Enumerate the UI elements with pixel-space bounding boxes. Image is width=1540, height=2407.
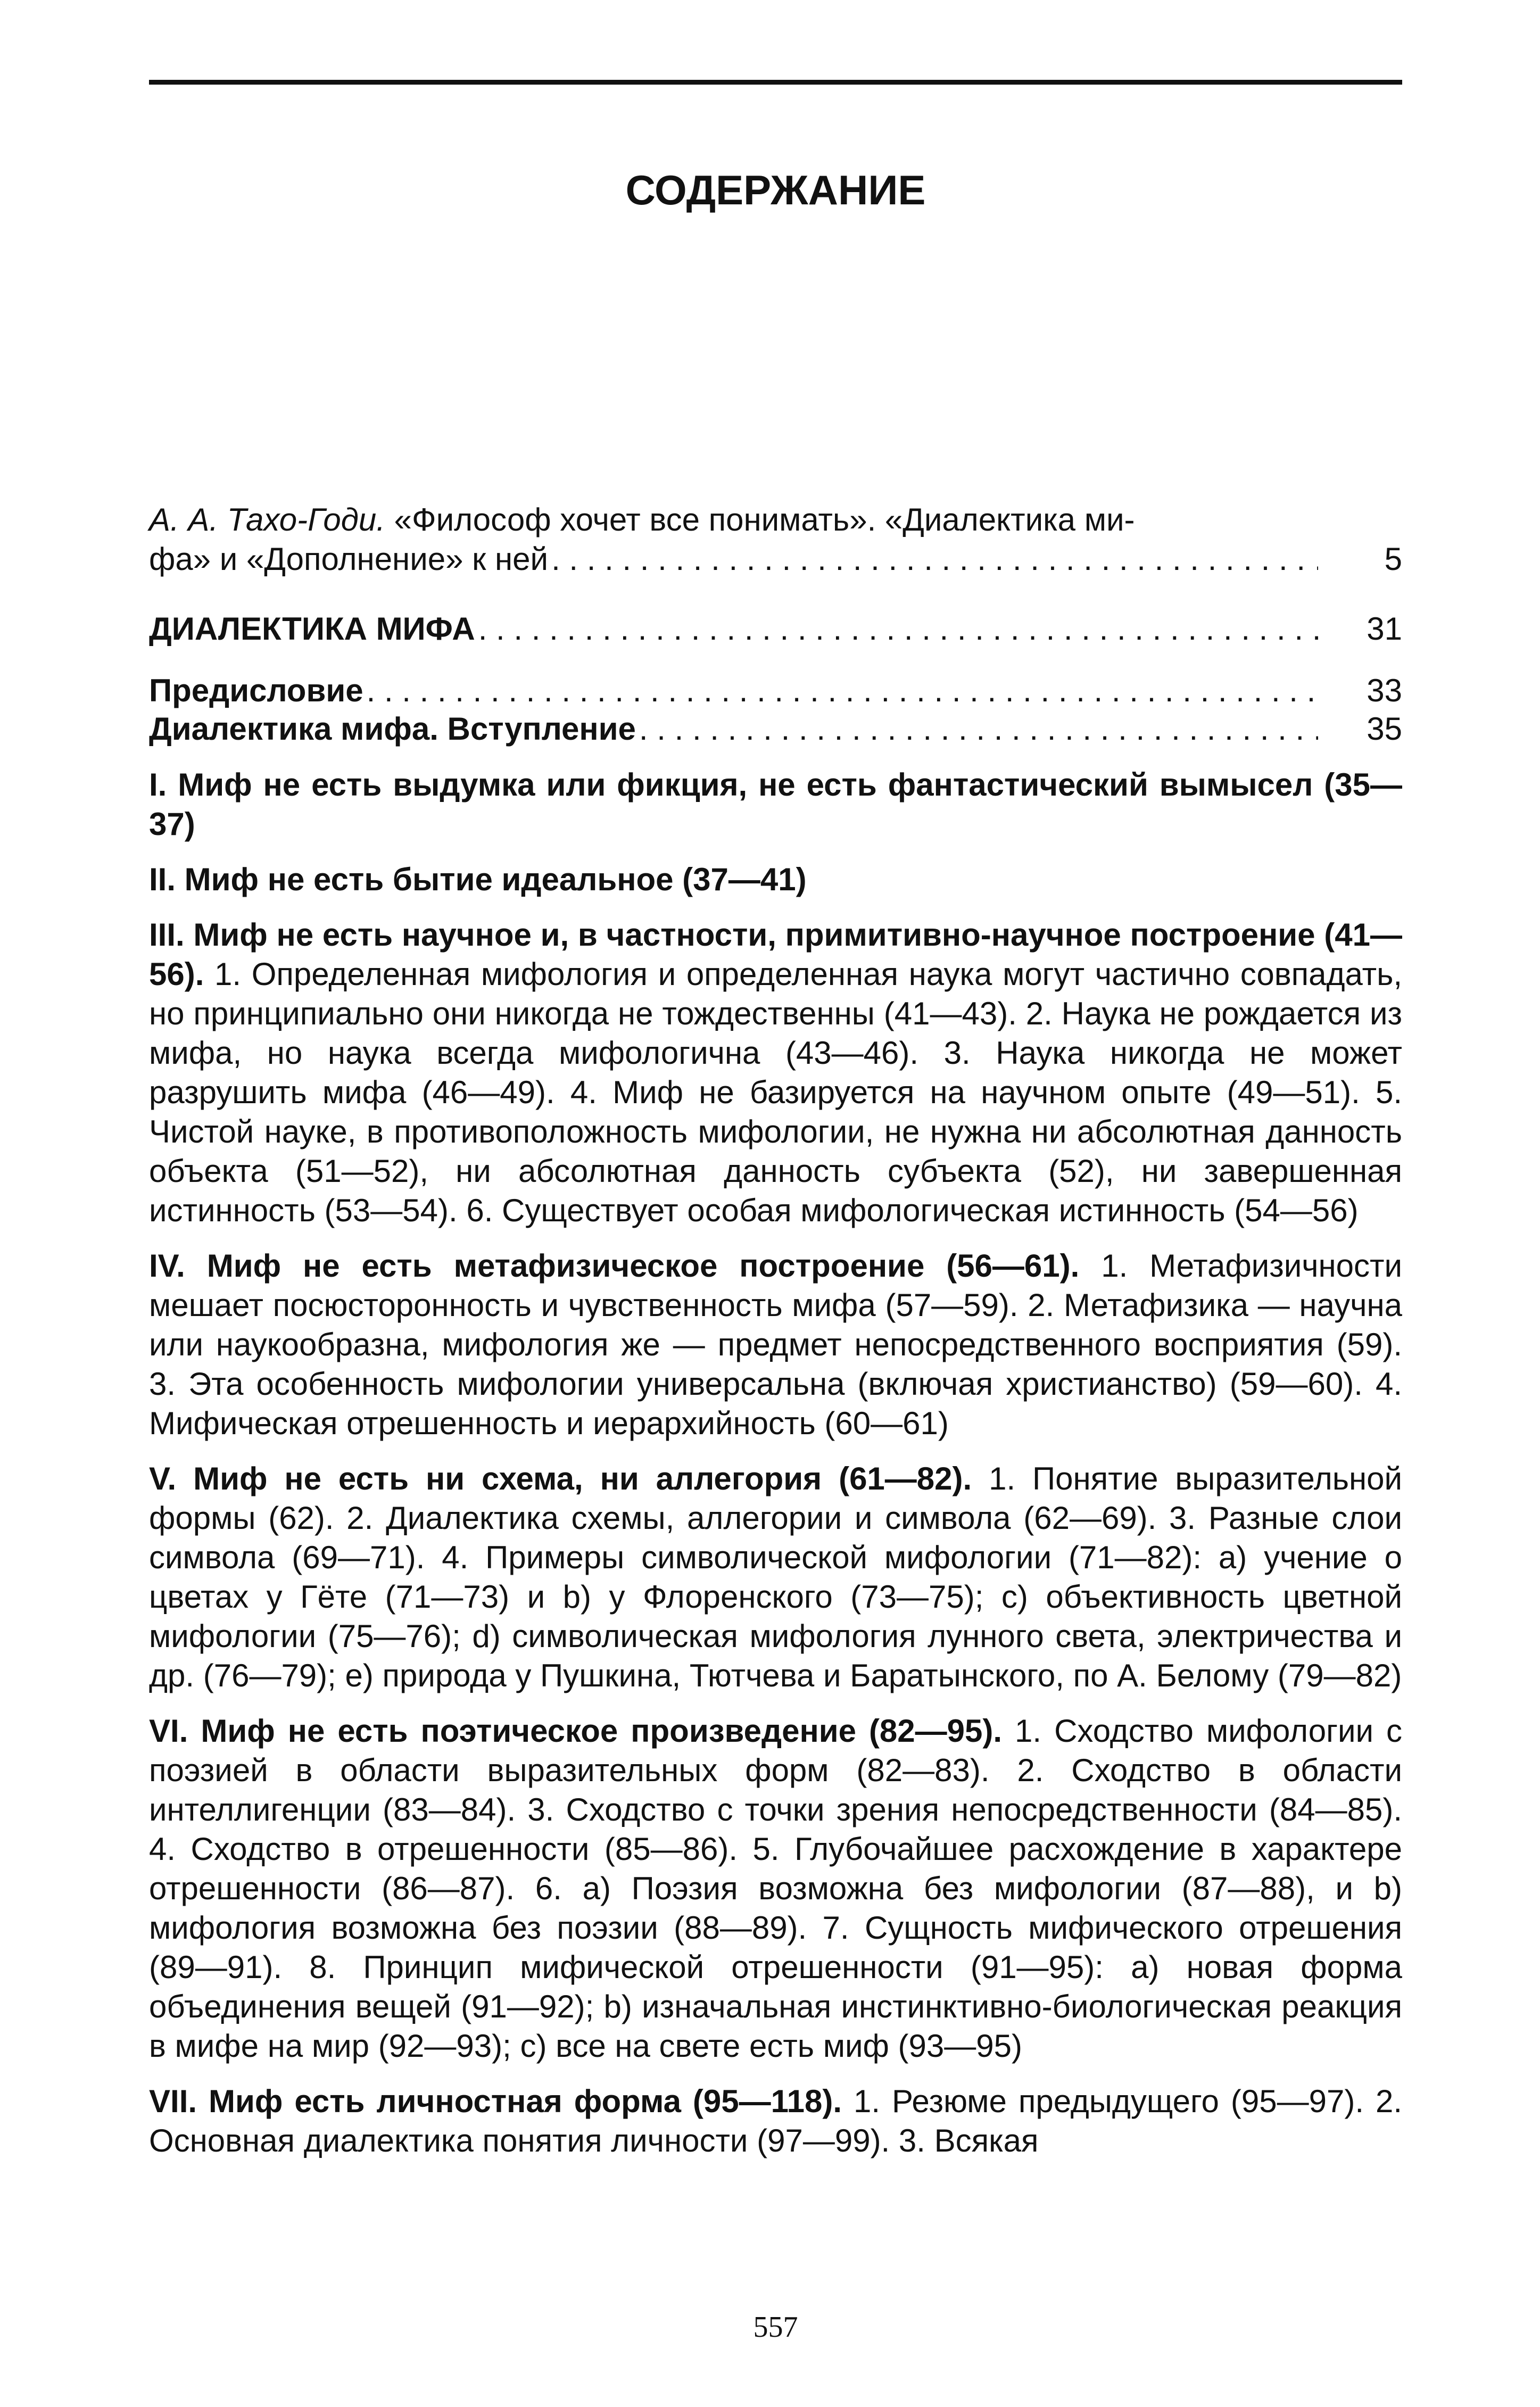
page-number: 557 (753, 2311, 798, 2344)
preface-page-number: 33 (1367, 673, 1402, 708)
chapter-2-title: II. Миф не есть бытие идеальное (37—41) (149, 862, 807, 897)
preface-text: Предисловие (149, 673, 363, 708)
toc-chapter-1 (149, 765, 1402, 844)
chapter-5-title: V. Миф не есть ни схема, ни аллегория (61—82). (149, 1461, 972, 1496)
toc-chapter-3 (149, 915, 1402, 1230)
chapter-1-title: I. Миф не есть выдумка или фикция, не есть фантастический вымысел (35—37) (149, 767, 1402, 842)
chapter-3-title: III. Миф не есть научное и, в частности, примитивно-научное построение (41—56). (149, 917, 1402, 992)
part-title-text: ДИАЛЕКТИКА МИФА (149, 611, 475, 647)
chapter-3-subsections: 1. Определенная мифология и определенная наука могут частично совпадать, но принципиально они никогда не тождественны (41—43). 2. Наука не рождается из мифа, но наука всегда мифологична (43—46). 3. Наука никогда не может разрушить мифа (46—49). 4. Миф не базируется на научном опыте (49—51). 5. Чистой науке, в противоположность мифологии, не нужна ни абсолютная данность объекта (51—52), ни абсолютная данность субъекта (52), ни завершенная истинность (53—54). 6. Существует особая мифологическая истинность (54—56) (149, 956, 1402, 1228)
dot-leader (639, 710, 1318, 748)
chapter-6-title: VI. Миф не есть поэтическое произведение (82—95). (149, 1713, 1003, 1749)
chapter-7-subsections: 1. Резюме предыдущего (95—97). 2. Основная диалектика понятия личности (97—99). 3. Всякая (149, 2083, 1402, 2158)
toc-entry-preface (149, 672, 1402, 710)
toc-chapter-2 (149, 860, 1402, 899)
toc-chapter-4 (149, 1246, 1402, 1443)
dot-leader (367, 672, 1318, 710)
chapter-6-subsections: 1. Сходство мифологии с поэзией в области выразительных форм (82—83). 2. Сходство в области интеллигенции (83—84). 3. Сходство с точки зрения непосредственности (84—85). 4. Сходство в отрешенности (85—86). 5. Глубочайшее расхождение в характере отрешенности (86—87). 6. a) Поэзия возможна без мифологии (87—88), и b) мифология возможна без поэзии (88—89). 7. Сущность мифического отрешения (89—91). 8. Принцип мифической отрешенности (91—95): a) новая форма объединения вещей (91—92); b) изначальная инстинктивно-биологическая реакция в мифе на мир (92—93); c) все на свете есть миф (93—95) (149, 1713, 1403, 2064)
toc-entry-part-title (149, 608, 1402, 650)
top-rule (149, 80, 1402, 85)
intro-author: А. А. Тахо-Годи. (149, 502, 385, 537)
intro-title-line-2: фа» и «Дополнение» к ней (149, 541, 549, 577)
toc-entry-intro (149, 500, 1402, 579)
part-title-page-number: 31 (1367, 611, 1402, 647)
toc-chapter-7 (149, 2082, 1402, 2161)
chapter-4-subsections: 1. Метафизичности мешает посюсторонность и чувственность мифа (57—59). 2. Метафизика — научна или наукообразна, мифология же — предмет непосредственного восприятия (59). 3. Эта особенность мифологии универсальна (включая христианство) (59—60). 4. Мифическая отрешенность и иерархийность (60—61) (149, 1248, 1402, 1441)
toc-chapter-6 (149, 1711, 1402, 2066)
intro-title-line-1: «Философ хочет все понимать». «Диалектика ми- (394, 502, 1135, 537)
page-title: СОДЕРЖАНИЕ (625, 167, 926, 213)
introduction-text: Диалектика мифа. Вступление (149, 711, 636, 747)
toc-entry-introduction (149, 710, 1402, 748)
intro-page-number: 5 (1384, 541, 1402, 577)
table-of-contents (149, 500, 1402, 2161)
chapter-5-subsections: 1. Понятие выразительной формы (62). 2. Диалектика схемы, аллегории и символа (62—69). 3. Разные слои символа (69—71). 4. Примеры символической мифологии (71—82): a) учение о цветах у Гёте (71—73) и b) у Флоренского (73—75); c) объективность цветной мифологии (75—76); d) символическая мифология лунного света, электричества и др. (76—79); e) природа у Пушкина, Тютчева и Баратынского, по А. Белому (79—82) (149, 1461, 1402, 1693)
chapter-4-title: IV. Миф не есть метафизическое построение (56—61). (149, 1248, 1080, 1284)
dot-leader (551, 540, 1318, 579)
chapter-7-title: VII. Миф есть личностная форма (95—118). (149, 2083, 842, 2119)
dot-leader (478, 608, 1318, 650)
toc-chapter-5 (149, 1459, 1402, 1695)
introduction-page-number: 35 (1367, 711, 1402, 747)
